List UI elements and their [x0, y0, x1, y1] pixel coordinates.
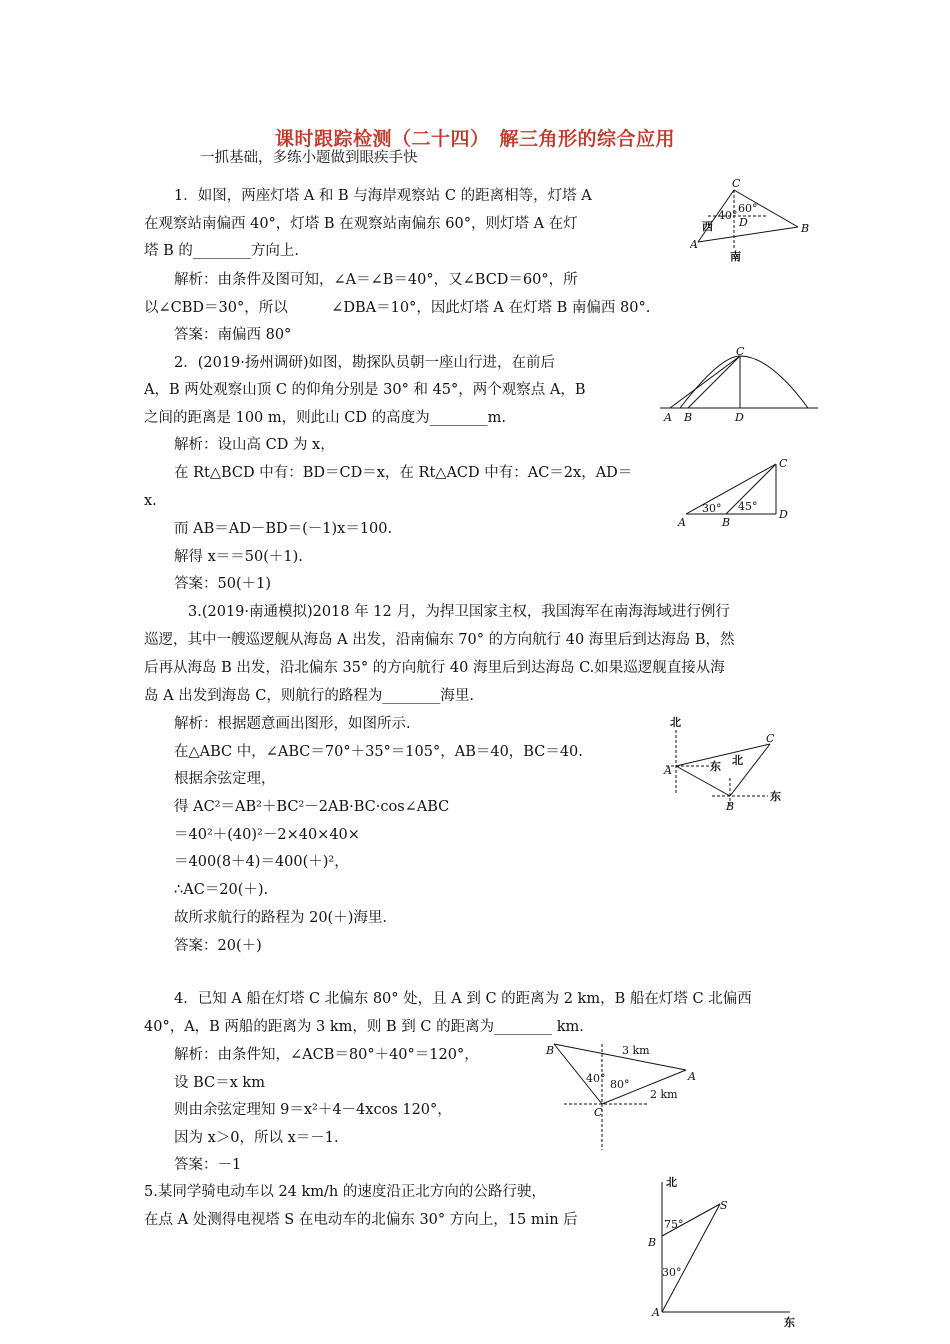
text-line: 则由余弦定理知 9＝x²＋4－4xcos 120°，	[174, 1102, 452, 1118]
text-line: 解析：由条件知，∠ACB＝80°＋40°＝120°，	[174, 1047, 479, 1063]
fig4-label-80: 80°	[610, 1078, 630, 1091]
fig3-label-c: C	[766, 732, 775, 745]
fig1-label-b: B	[801, 222, 810, 235]
page-title: 课时跟踪检测（二十四） 解三角形的综合应用	[274, 128, 675, 150]
text-line: 得 AC²＝AB²＋BC²－2AB·BC·cos∠ABC	[174, 799, 450, 815]
text-line: 设 BC＝x km	[174, 1075, 265, 1091]
fig2-label-a: A	[664, 411, 672, 424]
text-line: 答案：－1	[174, 1157, 242, 1173]
section-subtitle: 一抓基础，多练小题做到眼疾手快	[200, 150, 418, 166]
text-line: 40°，A，B 两船的距离为 3 km，则 B 到 C 的距离为________ km.	[144, 1019, 584, 1035]
fig2b-label-30: 30°	[702, 502, 722, 515]
text-line: 塔 B 的________方向上.	[144, 243, 299, 259]
fig1-label-d: D	[739, 216, 748, 229]
text-line: 解得 x＝＝50(＋1).	[174, 549, 303, 565]
fig4-label-40: 40°	[586, 1072, 606, 1085]
text-line: 以∠CBD＝30°，所以 ∠DBA＝10°，因此灯塔 A 在灯塔 B 南偏西 80°.	[144, 300, 651, 316]
fig4-label-3km: 3 km	[622, 1044, 650, 1057]
fig4-label-2km: 2 km	[650, 1088, 678, 1101]
text-line: 解析：设山高 CD 为 x，	[174, 437, 335, 453]
fig1-label-40: 40°	[718, 209, 738, 222]
fig1-label-west: 西	[702, 220, 713, 233]
fig3-label-east: 东	[710, 760, 721, 773]
fig2-label-c: C	[736, 346, 745, 358]
text-line: 在点 A 处测得电视塔 S 在电动车的北偏东 30° 方向上，15 min 后	[144, 1212, 578, 1228]
text-line: ＝40²＋(40)²－2×40×40×	[174, 827, 360, 843]
fig1-label-60: 60°	[738, 202, 758, 215]
fig5-label-75: 75°	[664, 1218, 684, 1231]
fig1-label-south: 南	[730, 250, 741, 263]
text-line: 因为 x＞0，所以 x＝－1.	[174, 1130, 339, 1146]
fig2-label-b: B	[684, 411, 693, 424]
fig2-label-d: D	[735, 411, 744, 424]
text-line: 在观察站南偏西 40°，灯塔 B 在观察站南偏东 60°，则灯塔 A 在灯	[144, 216, 578, 232]
fig3-label-north2: 北	[732, 754, 743, 767]
text-line: ∴AC＝20(＋).	[174, 882, 269, 898]
fig3-label-a: A	[664, 764, 672, 777]
text-line: 解析：由条件及图可知，∠A＝∠B＝40°，又∠BCD＝60°，所	[174, 272, 578, 288]
fig5-label-30: 30°	[662, 1266, 682, 1279]
fig5-label-s: S	[720, 1199, 728, 1212]
text-line: 5.某同学骑电动车以 24 km/h 的速度沿正北方向的公路行驶，	[144, 1184, 546, 1200]
figure-3-patrol	[662, 716, 792, 816]
fig2b-label-a: A	[678, 516, 686, 529]
fig3-label-east2: 东	[770, 790, 781, 803]
text-line: 2．(2019·扬州调研)如图，勘探队员朝一座山行进，在前后	[174, 355, 556, 371]
fig1-label-c: C	[732, 177, 741, 190]
text-line: 答案：50(＋1)	[174, 576, 271, 592]
text-line: 3.(2019·南通模拟)2018 年 12 月，为捍卫国家主权，我国海军在南海海域进行例行	[188, 604, 730, 620]
text-line: 岛 A 出发到海岛 C，则航行的路程为________海里.	[144, 688, 475, 704]
text-line: x.	[144, 493, 157, 509]
fig2b-label-c: C	[779, 457, 788, 470]
fig2b-label-45: 45°	[738, 500, 758, 513]
fig5-label-east: 东	[784, 1316, 795, 1329]
fig5-label-a: A	[652, 1306, 660, 1319]
text-line: 巡逻，其中一艘巡逻舰从海岛 A 出发，沿南偏东 70° 的方向航行 40 海里后到达海岛 B，然	[144, 632, 735, 648]
fig1-label-a: A	[690, 238, 698, 251]
text-line: 在 Rt△BCD 中有：BD＝CD＝x，在 Rt△ACD 中有：AC＝2x，AD＝	[174, 465, 633, 481]
fig3-label-b: B	[726, 800, 735, 813]
fig5-label-b: B	[648, 1236, 657, 1249]
text-line: 故所求航行的路程为 20(＋)海里.	[174, 910, 387, 926]
fig4-label-b: B	[546, 1044, 555, 1057]
text-line: 在△ABC 中，∠ABC＝70°＋35°＝105°，AB＝40，BC＝40.	[174, 744, 583, 760]
text-line: 1．如图，两座灯塔 A 和 B 与海岸观察站 C 的距离相等，灯塔 A	[174, 188, 592, 204]
fig5-label-north: 北	[666, 1176, 677, 1189]
text-line: 4．已知 A 船在灯塔 C 北偏东 80° 处，且 A 到 C 的距离为 2 km，B 船在灯塔 C 北偏西	[174, 991, 752, 1007]
fig2b-label-b: B	[722, 516, 731, 529]
text-line: 而 AB＝AD－BD＝(－1)x＝100.	[174, 521, 393, 537]
text-line: 之间的距离是 100 m，则此山 CD 的高度为________m.	[144, 410, 506, 426]
fig4-label-a: A	[688, 1070, 696, 1083]
text-line: 根据余弦定理，	[174, 771, 276, 787]
fig3-label-north: 北	[670, 716, 681, 729]
figure-4-ships	[542, 1034, 712, 1154]
fig2b-label-d: D	[779, 508, 788, 521]
text-line: 答案：20(＋)	[174, 938, 262, 954]
figure-5-tower	[644, 1172, 804, 1332]
text-line: 后再从海岛 B 出发，沿北偏东 35° 的方向航行 40 海里后到达海岛 C.如果巡逻舰直接从海	[144, 660, 725, 676]
text-line: ＝400(8＋4)＝400(＋)²，	[174, 854, 349, 870]
text-line: 答案：南偏西 80°	[174, 327, 292, 343]
figure-2-mountain	[660, 346, 820, 426]
fig4-label-c: C	[594, 1106, 603, 1119]
text-line: 解析：根据题意画出图形，如图所示.	[174, 716, 411, 732]
text-line: A，B 两处观察山顶 C 的仰角分别是 30° 和 45°，两个观察点 A，B	[144, 382, 586, 398]
figure-2b-triangle	[676, 456, 816, 530]
figure-1-lighthouses	[690, 176, 820, 266]
